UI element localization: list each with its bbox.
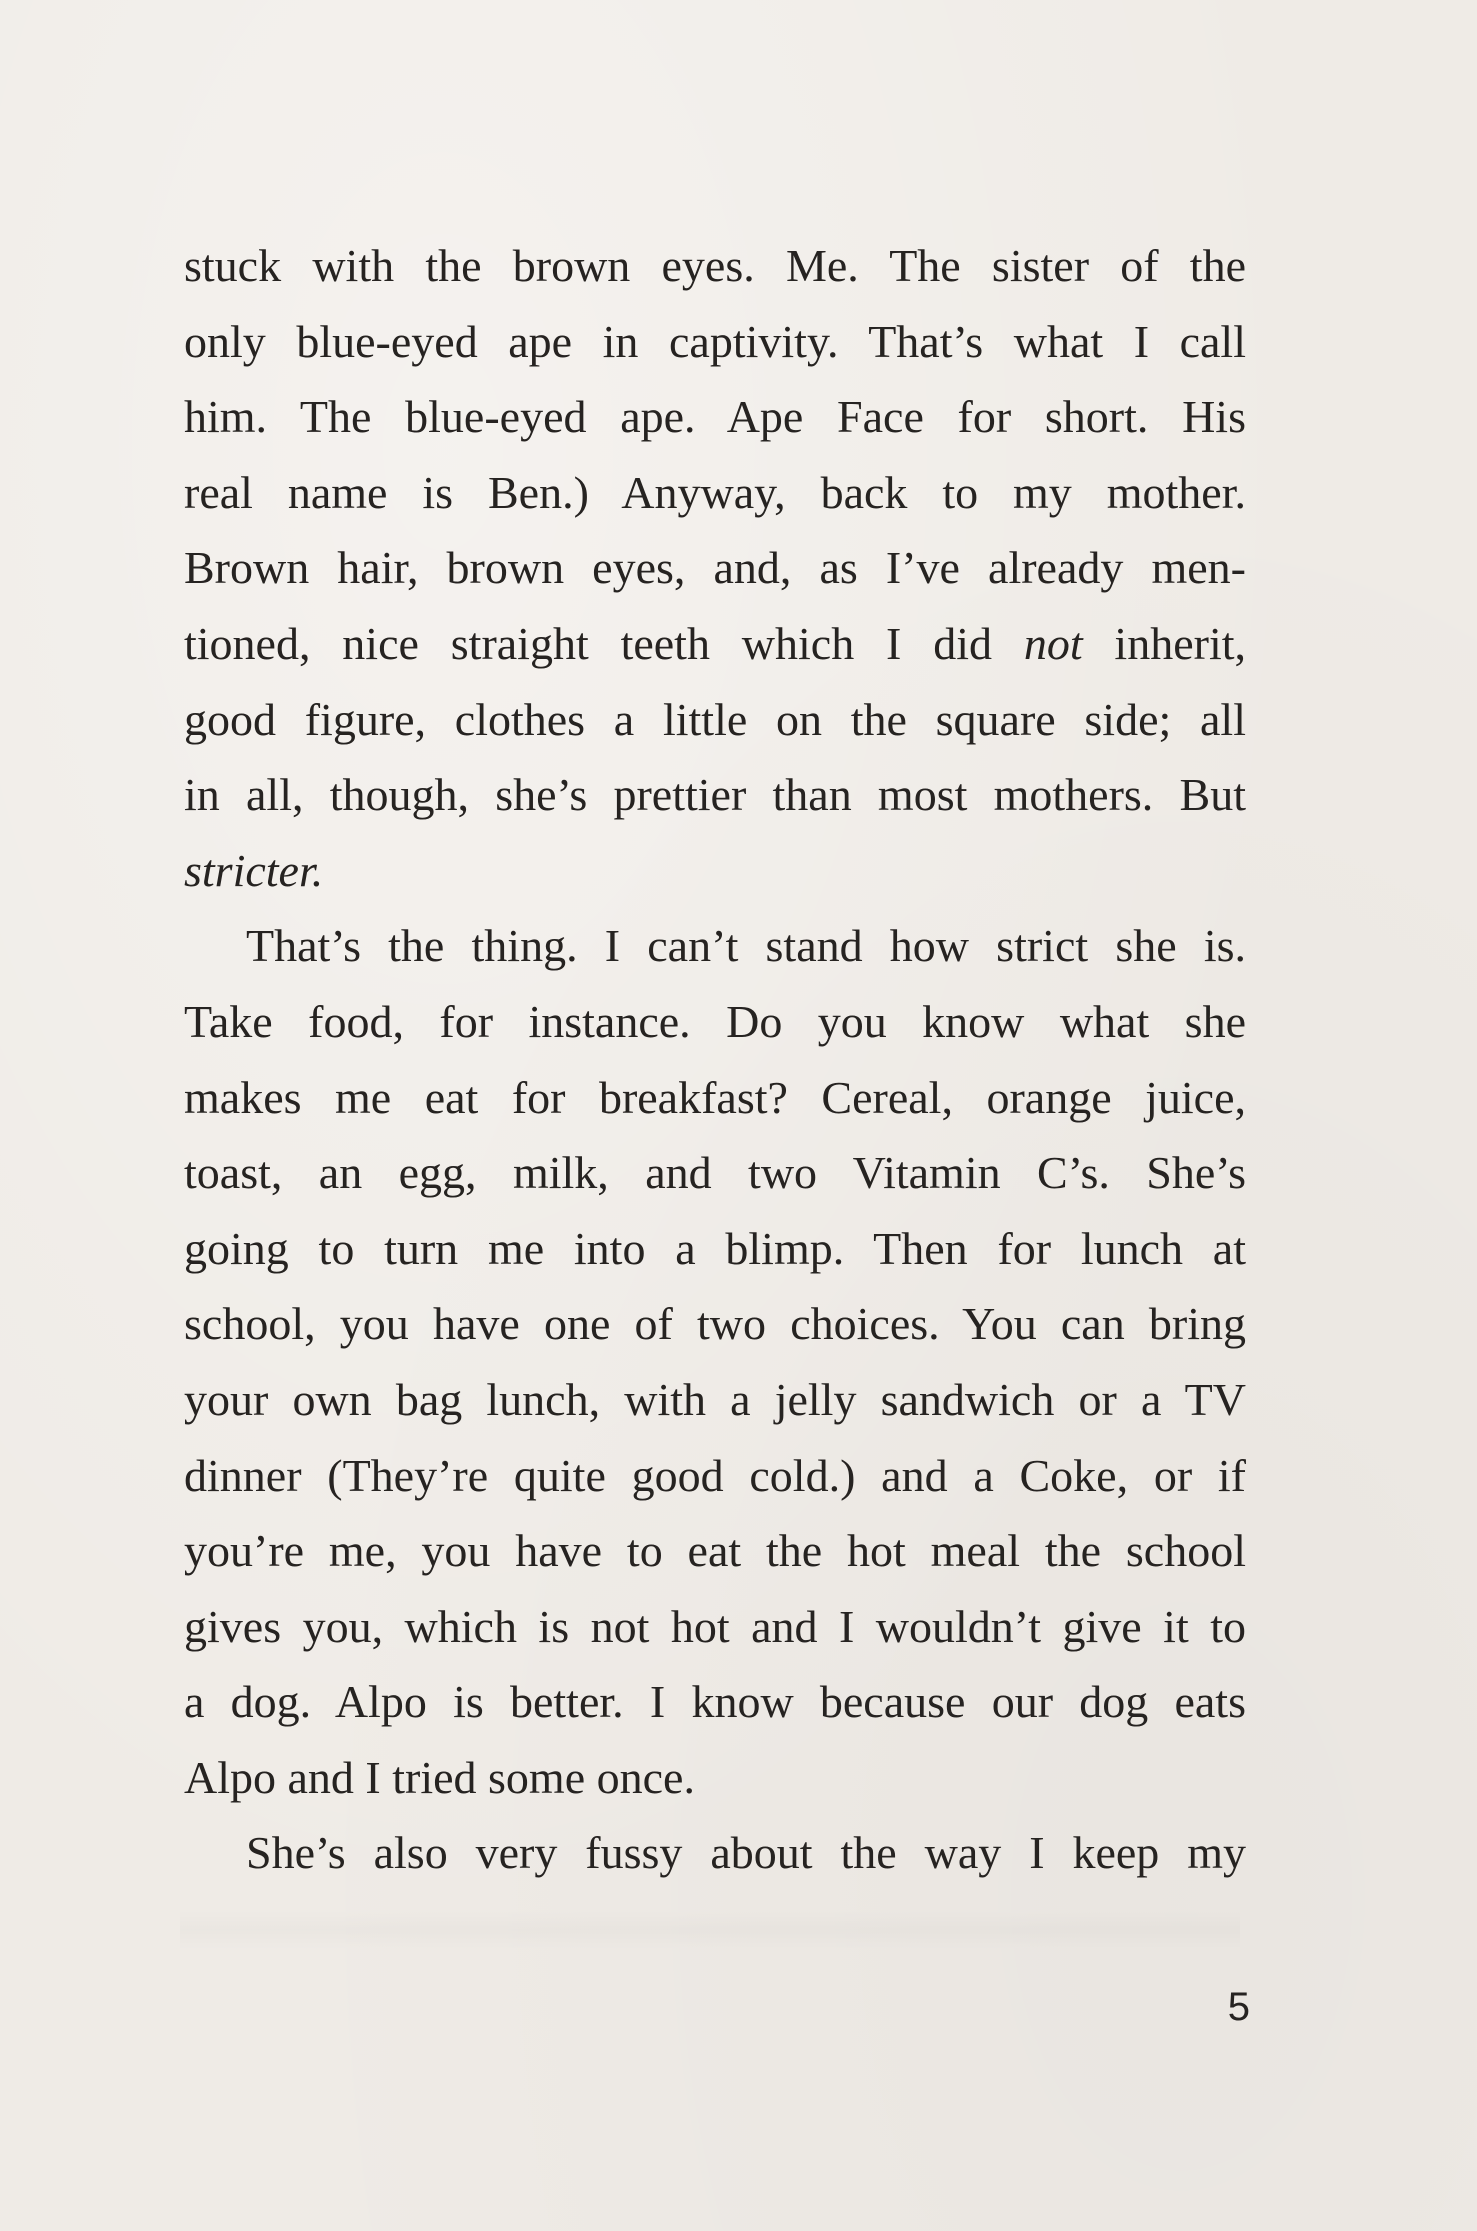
text-line: going to turn me into a blimp. Then for lunch at bbox=[184, 1222, 1246, 1274]
text-line: That’s the thing. I can’t stand how strict she is. bbox=[246, 920, 1246, 972]
text-line: She’s also very fussy about the way I keep my bbox=[246, 1827, 1246, 1879]
text-line-with-emphasis bbox=[184, 606, 1246, 682]
text-line bbox=[184, 833, 1246, 909]
text-line: Brown hair, brown eyes, and, as I’ve already men- bbox=[184, 542, 1246, 594]
text-fragment: tioned, nice straight teeth which I did bbox=[184, 617, 1024, 669]
text-line: him. The blue-eyed ape. Ape Face for short. His bbox=[184, 391, 1246, 443]
text-line: dinner (They’re quite good cold.) and a Coke, or if bbox=[184, 1449, 1246, 1501]
text-line: only blue-eyed ape in captivity. That’s what I call bbox=[184, 315, 1246, 367]
text-line: a dog. Alpo is better. I know because our dog eats bbox=[184, 1676, 1246, 1728]
page-number: 5 bbox=[1227, 1985, 1250, 2029]
text-line: real name is Ben.) Anyway, back to my mother. bbox=[184, 466, 1246, 518]
paragraph-3 bbox=[184, 1815, 1246, 1891]
text-line: makes me eat for breakfast? Cereal, orange juice, bbox=[184, 1071, 1246, 1123]
text-line: good figure, clothes a little on the square side; all bbox=[184, 693, 1246, 745]
emphasized-word: not bbox=[1023, 617, 1083, 669]
body-text bbox=[184, 228, 1246, 1891]
paper-texture bbox=[180, 1910, 1240, 1950]
text-line: gives you, which is not hot and I wouldn’t give it to bbox=[184, 1600, 1246, 1652]
text-line: your own bag lunch, with a jelly sandwich or a TV bbox=[184, 1373, 1246, 1425]
text-line: you’re me, you have to eat the hot meal the school bbox=[184, 1525, 1246, 1577]
text-line: stuck with the brown eyes. Me. The sister of the bbox=[184, 240, 1246, 291]
paragraph-2 bbox=[184, 908, 1246, 1815]
text-line: school, you have one of two choices. You can bring bbox=[184, 1298, 1246, 1350]
text-line: Alpo and I tried some once. bbox=[184, 1751, 695, 1803]
text-fragment: inherit, bbox=[1082, 617, 1247, 669]
emphasized-word: stricter. bbox=[184, 844, 324, 896]
text-line: in all, though, she’s prettier than most mothers. But bbox=[184, 769, 1246, 821]
text-line: toast, an egg, milk, and two Vitamin C’s. She’s bbox=[184, 1147, 1246, 1199]
paragraph-1 bbox=[184, 228, 1246, 908]
text-line: Take food, for instance. Do you know what she bbox=[184, 995, 1246, 1047]
